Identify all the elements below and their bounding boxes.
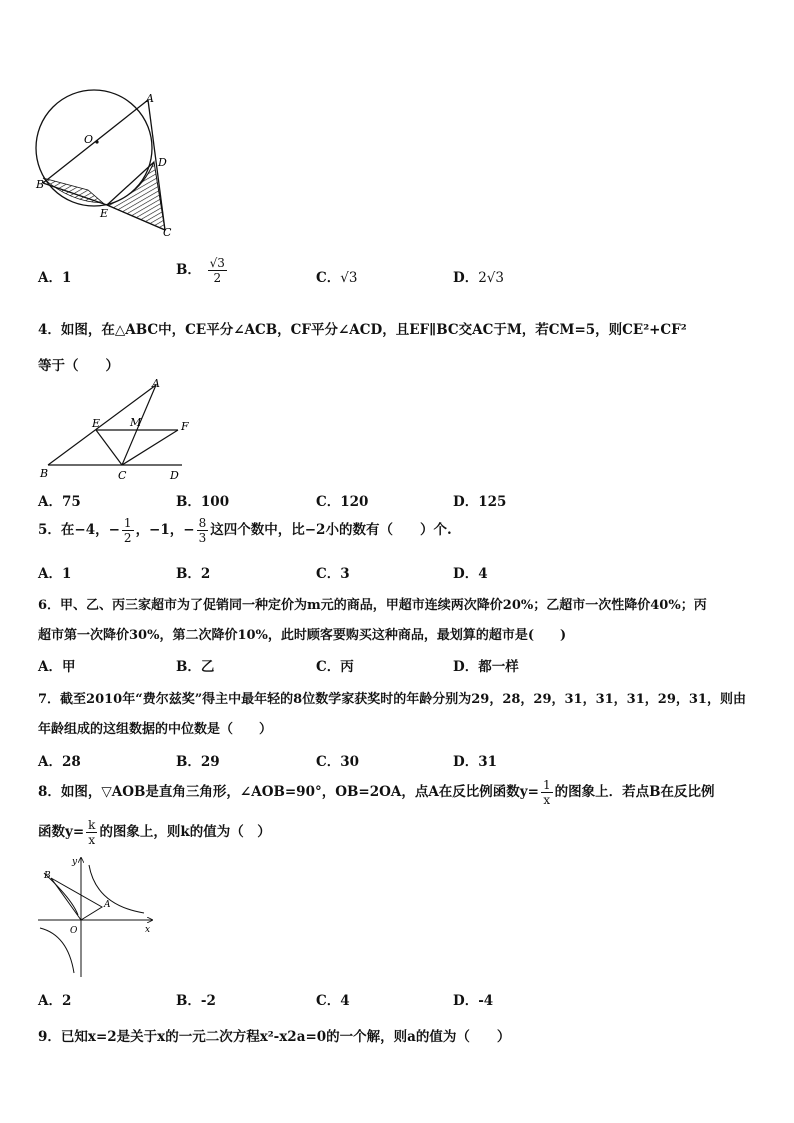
q9-stem: 9．已知x=2是关于x的一元二次方程x²-x2a=0的一个解，则a的值为（ ） <box>38 1029 511 1045</box>
q3-figure <box>30 80 190 245</box>
q8-label-B: B <box>44 871 51 881</box>
q3-circle <box>36 90 152 206</box>
q8-label-O: O <box>70 926 78 936</box>
q4-label-F: F <box>181 420 189 433</box>
q8-label-x: x <box>145 925 151 935</box>
q6-option-a: A．甲 <box>38 659 76 675</box>
q8-label-y: y <box>72 857 78 867</box>
q3-shade-left <box>43 178 103 203</box>
q3-option-b-fraction: $\frac{√3}{2}$ <box>209 256 225 285</box>
q5-option-c: C．3 <box>316 566 350 582</box>
q3-option-c: C．√3 <box>316 270 358 286</box>
q4-label-E: E <box>92 417 101 430</box>
q4-label-B: B <box>40 467 49 480</box>
q5-option-b: B．2 <box>176 566 211 582</box>
q4-label-A: A <box>152 377 160 390</box>
q4-figure <box>34 375 204 485</box>
q7-stem-line2: 年龄组成的这组数据的中位数是（ ） <box>38 722 273 737</box>
q3-label-D: D <box>158 156 167 169</box>
q7-option-a: A．28 <box>38 754 81 770</box>
q8-triangle <box>51 878 102 920</box>
q3-label-C: C <box>163 226 172 239</box>
q5-fraction-1: $\frac{1}{2}$ <box>123 516 132 545</box>
q4-label-D: D <box>170 469 179 482</box>
q7-option-c: C．30 <box>316 754 360 770</box>
q5-stem: 5．在−4，− $\frac{1}{2}$ ，−1，− $\frac{8}{3}$ 这四个数中，比−2小的数有（ ）个. <box>38 516 452 545</box>
q7-option-d: D．31 <box>453 754 497 770</box>
q4-label-C: C <box>118 469 127 482</box>
q8-label-A: A <box>104 900 111 910</box>
q6-option-b: B．乙 <box>176 659 215 675</box>
q7-stem-line1: 7．截至2010年“费尔兹奖”得主中最年轻的8位数学家获奖时的年龄分别为29，28，29，31，31，31，29，31，则由 <box>38 692 746 707</box>
q5-fraction-2: $\frac{8}{3}$ <box>198 516 207 545</box>
q8-figure <box>34 855 164 980</box>
q5-option-d: D．4 <box>453 566 488 582</box>
q8-curve-q1 <box>89 865 144 913</box>
q6-stem-line1: 6．甲、乙、丙三家超市为了促销同一种定价为m元的商品，甲超市连续两次降价20%；乙超市一次性降价40%；丙 <box>38 598 707 613</box>
q3-label-E: E <box>100 207 109 220</box>
q4-option-b: B．100 <box>176 494 230 510</box>
q3-shade-right <box>107 162 165 230</box>
q8-option-d: D．-4 <box>453 993 494 1009</box>
q6-option-d: D．都一样 <box>453 659 519 675</box>
q3-label-O: O <box>84 133 94 146</box>
q4-option-d: D．125 <box>453 494 507 510</box>
q3-label-B: B <box>36 178 45 191</box>
q4-option-a: A．75 <box>38 494 81 510</box>
q5-option-a: A．1 <box>38 566 72 582</box>
q8-stem-line1: 8．如图，▽AOB是直角三角形，∠AOB=90°，OB=2OA，点A在反比例函数y= $\frac{1}{x}$ 的图象上．若点B在反比例 <box>38 778 715 807</box>
q8-curve-q3 <box>40 928 74 973</box>
q8-option-c: C．4 <box>316 993 350 1009</box>
q3-option-a: A．1 <box>38 270 72 286</box>
q4-option-c: C．120 <box>316 494 369 510</box>
q3-option-d: D．2√3 <box>453 270 504 286</box>
q3-option-b: B． $\frac{√3}{2}$ <box>176 256 225 285</box>
q4-label-M: M <box>130 416 142 429</box>
q8-option-b: B．-2 <box>176 993 216 1009</box>
q3-label-A: A <box>146 92 154 105</box>
q8-option-a: A．2 <box>38 993 72 1009</box>
q7-option-b: B．29 <box>176 754 220 770</box>
q6-stem-line2: 超市第一次降价30%，第二次降价10%，此时顾客要购买这种商品，最划算的超市是( ) <box>38 628 567 643</box>
q8-stem-line2: 函数y= $\frac{k}{x}$ 的图象上，则k的值为（ ） <box>38 818 271 847</box>
q8-fraction-1: $\frac{1}{x}$ <box>542 778 551 807</box>
q4-stem-line1: 4．如图，在△ABC中，CE平分∠ACB，CF平分∠ACD，且EF∥BC交AC于M，若CM=5，则CE²+CF² <box>38 322 687 338</box>
q6-option-c: C．丙 <box>316 659 354 675</box>
q4-stem-line2: 等于（ ） <box>38 358 119 374</box>
q8-fraction-2: $\frac{k}{x}$ <box>88 818 96 847</box>
